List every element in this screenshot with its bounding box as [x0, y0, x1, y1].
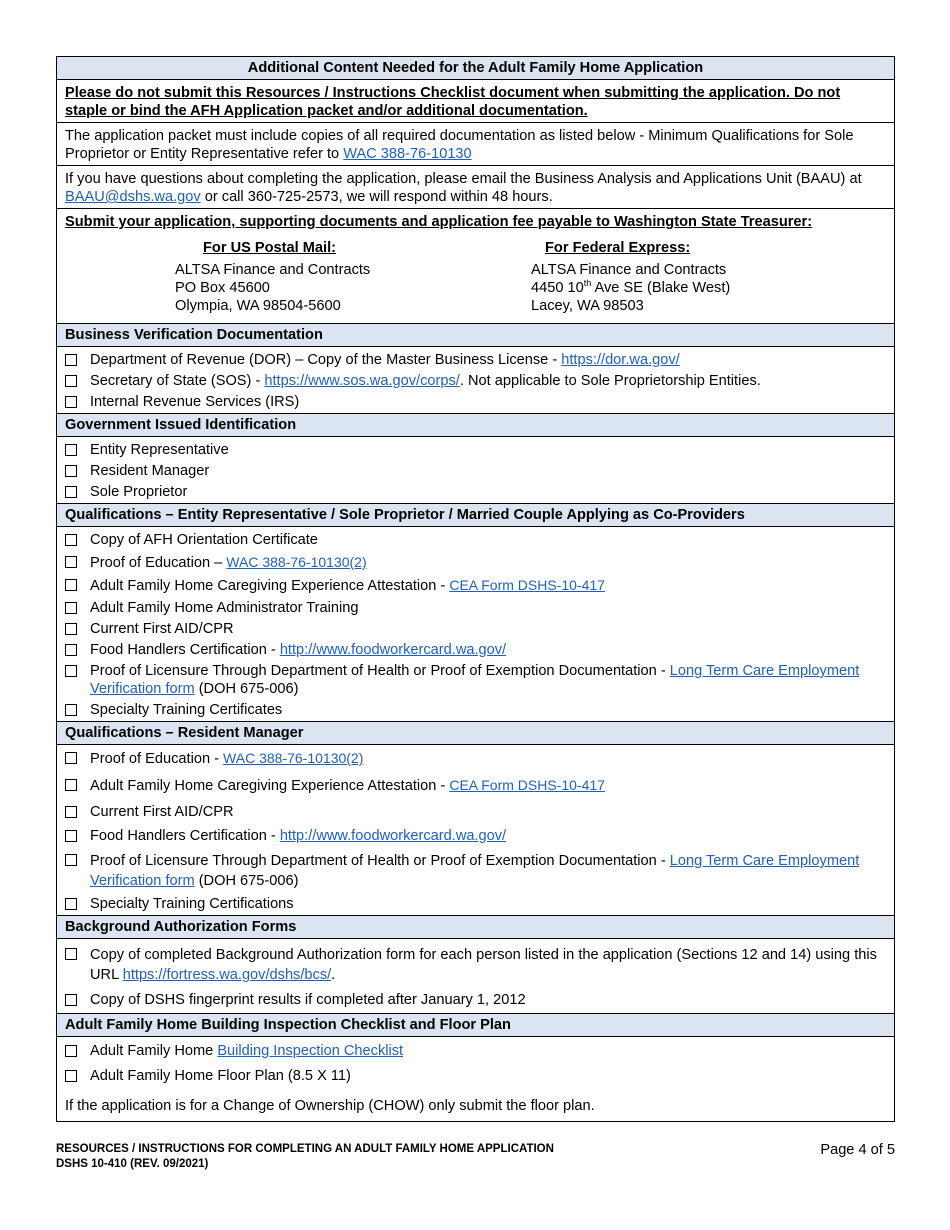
- section-header-gov-id: Government Issued Identification: [57, 414, 894, 437]
- checklist-item: Current First AID/CPR: [65, 620, 886, 638]
- checkbox[interactable]: [65, 465, 77, 477]
- checklist-item: Sole Proprietor: [65, 483, 886, 501]
- qual-er-items: [57, 527, 894, 722]
- questions-text: If you have questions about completing the application, please email the Business Analysis and Applications Unit (BAAU) at: [65, 171, 862, 187]
- questions-row: [57, 166, 894, 209]
- checklist-item: Proof of Licensure Through Department of Health or Proof of Exemption Documentation - Long Term Care Employment Verification form (DOH 675-006): [65, 662, 886, 698]
- postal-line: Olympia, WA 98504-5600: [175, 298, 341, 314]
- checklist-item: Copy of AFH Orientation Certificate: [65, 531, 886, 549]
- questions-text-end: or call 360-725-2573, we will respond within 48 hours.: [200, 189, 553, 205]
- checkbox[interactable]: [65, 354, 77, 366]
- postal-line: ALTSA Finance and Contracts: [175, 262, 371, 278]
- page-footer: [56, 1142, 895, 1172]
- fedex-line: Lacey, WA 98503: [531, 298, 644, 314]
- checklist-item: Food Handlers Certification - http://www.foodworkercard.wa.gov/: [65, 641, 886, 659]
- footer-form-number: DSHS 10-410 (REV. 09/2021): [56, 1158, 209, 1170]
- section-header-qual-rm: Qualifications – Resident Manager: [57, 722, 894, 745]
- postal-title: For US Postal Mail:: [203, 240, 336, 256]
- checkbox[interactable]: [65, 779, 77, 791]
- checklist-item: Specialty Training Certifications: [65, 895, 886, 913]
- fedex-address: [531, 239, 831, 315]
- section-header-background: Background Authorization Forms: [57, 916, 894, 939]
- food-worker-link[interactable]: http://www.foodworkercard.wa.gov/: [279, 642, 507, 658]
- checkbox[interactable]: [65, 665, 77, 677]
- checkbox[interactable]: [65, 534, 77, 546]
- checkbox[interactable]: [65, 806, 77, 818]
- submit-row: [57, 209, 894, 324]
- checkbox[interactable]: [65, 752, 77, 764]
- baau-email-link[interactable]: BAAU@dshs.wa.gov: [65, 189, 201, 205]
- gov-id-items: [57, 437, 894, 504]
- ltc-verification-link[interactable]: Long Term Care Employment Verification form: [90, 853, 860, 889]
- postal-line: PO Box 45600: [175, 280, 270, 296]
- food-worker-link[interactable]: http://www.foodworkercard.wa.gov/: [279, 828, 507, 844]
- checkbox[interactable]: [65, 579, 77, 591]
- checklist-item: Adult Family Home Administrator Training: [65, 599, 886, 617]
- checklist-item: Entity Representative: [65, 441, 886, 459]
- packet-text: The application packet must include copies of all required documentation as listed below - Minimum Qualifications for Sole Proprietor or Entity Representative refer to: [65, 128, 854, 162]
- cea-form-link[interactable]: CEA Form DSHS-10-417: [449, 577, 605, 593]
- checklist-item: Copy of DSHS fingerprint results if completed after January 1, 2012: [65, 991, 886, 1009]
- qual-rm-items: [57, 745, 894, 916]
- checkbox[interactable]: [65, 623, 77, 635]
- checkbox[interactable]: [65, 375, 77, 387]
- section-header-business: Business Verification Documentation: [57, 324, 894, 347]
- checkbox[interactable]: [65, 704, 77, 716]
- checklist-item: Proof of Education – WAC 388-76-10130(2): [65, 553, 886, 572]
- background-items: [57, 939, 894, 1014]
- chow-note: If the application is for a Change of Ownership (CHOW) only submit the floor plan.: [65, 1098, 595, 1114]
- fedex-line: 4450 10th Ave SE (Blake West): [531, 278, 731, 296]
- notice-text: Please do not submit this Resources / Instructions Checklist document when submitting the application. Do not staple or bind the AFH Application packet and/or additional documentation.: [65, 85, 841, 119]
- checklist-item: Secretary of State (SOS) - https://www.sos.wa.gov/corps/. Not applicable to Sole Proprietorship Entities.: [65, 372, 886, 390]
- footer-form-title: RESOURCES / INSTRUCTIONS FOR COMPLETING AN ADULT FAMILY HOME APPLICATION: [56, 1143, 554, 1155]
- education-link[interactable]: WAC 388-76-10130(2): [226, 554, 367, 570]
- inspection-items: [57, 1037, 894, 1121]
- checkbox[interactable]: [65, 486, 77, 498]
- checklist-item: Adult Family Home Caregiving Experience Attestation - CEA Form DSHS-10-417: [65, 776, 886, 795]
- section-header-inspection: Adult Family Home Building Inspection Checklist and Floor Plan: [57, 1014, 894, 1037]
- business-items: [57, 347, 894, 414]
- page-number: Page 4 of 5: [820, 1142, 895, 1158]
- postal-address: [175, 239, 531, 315]
- packet-row: [57, 123, 894, 166]
- checkbox[interactable]: [65, 644, 77, 656]
- checklist-item: Food Handlers Certification - http://www.foodworkercard.wa.gov/: [65, 827, 886, 845]
- submit-instructions: Submit your application, supporting documents and application fee payable to Washington State Treasurer:: [65, 214, 813, 230]
- checklist-item: Specialty Training Certificates: [65, 701, 886, 719]
- notice-row: [57, 80, 894, 123]
- checkbox[interactable]: [65, 1070, 77, 1082]
- checkbox[interactable]: [65, 556, 77, 568]
- checklist-item: Department of Revenue (DOR) – Copy of the Master Business License - https://dor.wa.gov/: [65, 351, 886, 369]
- checkbox[interactable]: [65, 1045, 77, 1057]
- checkbox[interactable]: [65, 948, 77, 960]
- checklist-item: Current First AID/CPR: [65, 803, 886, 821]
- checklist-item: Adult Family Home Building Inspection Checklist: [65, 1042, 886, 1060]
- mailing-addresses: [65, 231, 886, 321]
- wac-link[interactable]: WAC 388-76-10130: [343, 146, 472, 162]
- sos-link[interactable]: https://www.sos.wa.gov/corps/: [264, 373, 460, 389]
- cea-form-link[interactable]: CEA Form DSHS-10-417: [449, 777, 605, 793]
- education-link[interactable]: WAC 388-76-10130(2): [223, 750, 364, 766]
- checklist-item: Proof of Licensure Through Department of Health or Proof of Exemption Documentation - Long Term Care Employment Verification form (DOH 675-006): [65, 851, 886, 891]
- checkbox[interactable]: [65, 444, 77, 456]
- checklist-item: Resident Manager: [65, 462, 886, 480]
- fedex-line: ALTSA Finance and Contracts: [531, 262, 727, 278]
- checklist-item: Adult Family Home Floor Plan (8.5 X 11): [65, 1067, 886, 1085]
- checklist-item: Adult Family Home Caregiving Experience Attestation - CEA Form DSHS-10-417: [65, 576, 886, 595]
- checkbox[interactable]: [65, 898, 77, 910]
- fedex-title: For Federal Express:: [545, 240, 691, 256]
- checklist-item: Internal Revenue Services (IRS): [65, 393, 886, 411]
- checkbox[interactable]: [65, 994, 77, 1006]
- checklist-item: Proof of Education - WAC 388-76-10130(2): [65, 749, 886, 768]
- checklist-item: Copy of completed Background Authorization form for each person listed in the application (Sections 12 and 14) using this URL https://fortress.wa.gov/dshs/bcs/.: [65, 945, 886, 985]
- ltc-verification-link[interactable]: Long Term Care Employment Verification form: [90, 663, 860, 697]
- checklist-table: [56, 56, 895, 1122]
- checkbox[interactable]: [65, 396, 77, 408]
- table-title: Additional Content Needed for the Adult Family Home Application: [57, 57, 894, 80]
- checkbox[interactable]: [65, 854, 77, 866]
- checkbox[interactable]: [65, 602, 77, 614]
- section-header-qual-er: Qualifications – Entity Representative / Sole Proprietor / Married Couple Applying as Co-Providers: [57, 504, 894, 527]
- inspection-checklist-link[interactable]: Building Inspection Checklist: [217, 1043, 404, 1059]
- dor-link[interactable]: https://dor.wa.gov/: [561, 352, 680, 368]
- checkbox[interactable]: [65, 830, 77, 842]
- fortress-link[interactable]: https://fortress.wa.gov/dshs/bcs/: [122, 967, 332, 983]
